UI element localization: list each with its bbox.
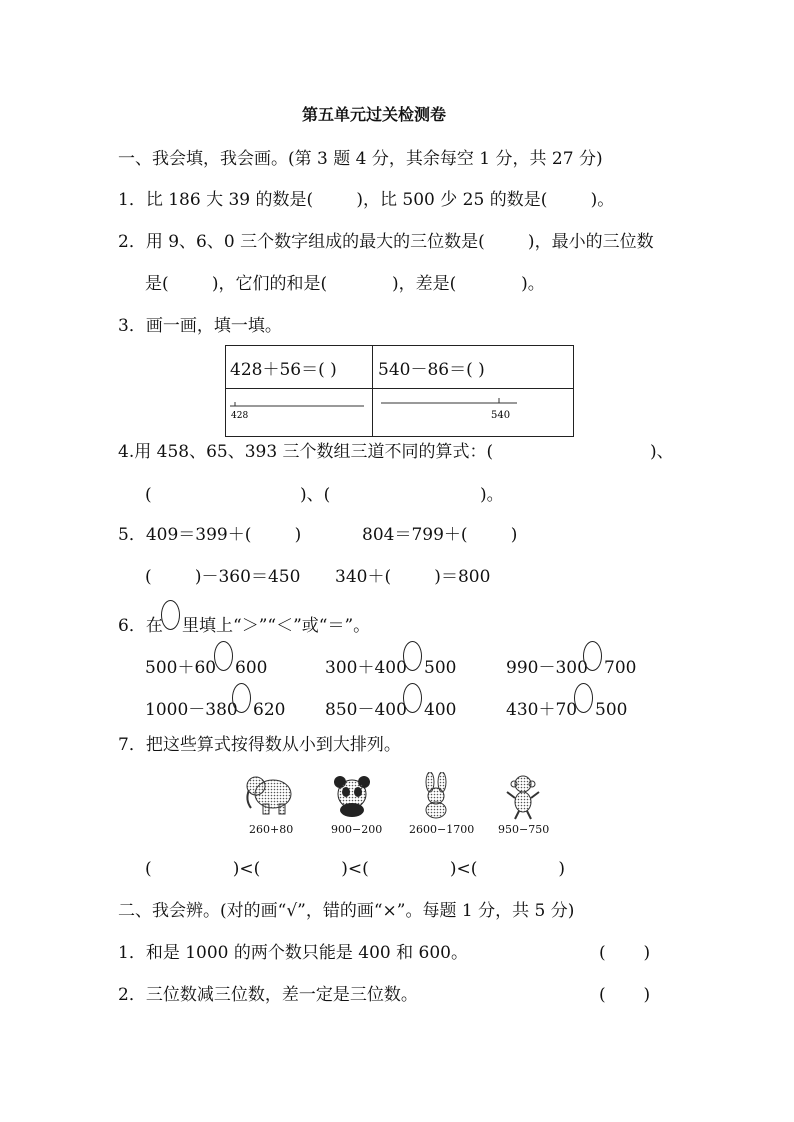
number-line-1 xyxy=(226,389,372,431)
compare-oval[interactable] xyxy=(403,641,422,671)
number-line-1-label: 428 xyxy=(231,411,249,421)
compare-item-right: 400 xyxy=(424,700,457,720)
judge-question-2: 2．三位数减三位数，差一定是三位数。 xyxy=(118,985,418,1005)
compare-oval[interactable] xyxy=(583,641,602,671)
compare-item-left: 1000－380 xyxy=(145,700,238,720)
compare-item-left: 850－400 xyxy=(325,700,407,720)
compare-oval[interactable] xyxy=(574,683,593,713)
question-4-line1-end: )、 xyxy=(650,442,674,462)
compare-oval-icon xyxy=(161,600,180,630)
section1-heading: 一、我会填，我会画。(第 3 题 4 分，其余每空 1 分，共 27 分) xyxy=(118,149,603,169)
question-4-line1: 4.用 458、65、393 三个数组三道不同的算式：( xyxy=(118,442,494,462)
compare-item-left: 430＋70 xyxy=(506,700,578,720)
number-line-cell-2 xyxy=(373,389,574,437)
picture-caption: 950−750 xyxy=(498,823,550,836)
question-2-line1: 2．用 9、6、0 三个数字组成的最大的三位数是( )，最小的三位数 xyxy=(118,232,654,252)
picture-caption: 260+80 xyxy=(249,823,294,836)
compare-oval[interactable] xyxy=(214,641,233,671)
question-5-c: ( )－360＝450 xyxy=(145,567,301,587)
monkey-icon xyxy=(505,774,541,820)
question-5-d: 340＋( )＝800 xyxy=(335,567,491,587)
compare-item-right: 700 xyxy=(604,658,637,678)
question-5-a: 5．409＝399＋( ) xyxy=(118,525,302,545)
question-2-line2: 是( )，它们的和是( )，差是( )。 xyxy=(145,274,545,294)
compare-item-right: 500 xyxy=(595,700,628,720)
compare-item-left: 300＋400 xyxy=(325,658,407,678)
question-6-prefix: 6．在 xyxy=(118,616,163,636)
question-1: 1．比 186 大 39 的数是( )，比 500 少 25 的数是( )。 xyxy=(118,190,615,210)
number-line-2 xyxy=(373,389,573,431)
compare-oval[interactable] xyxy=(403,683,422,713)
number-line-table xyxy=(225,345,574,437)
panda-icon xyxy=(330,772,378,818)
judge-answer-bracket[interactable]: ( ) xyxy=(599,985,651,1005)
question-6-instruction: 里填上“＞”“＜”或“＝”。 xyxy=(182,616,371,636)
number-line-cell-1 xyxy=(226,389,373,437)
judge-question-1: 1．和是 1000 的两个数只能是 400 和 600。 xyxy=(118,943,468,963)
judge-answer-bracket[interactable]: ( ) xyxy=(599,943,651,963)
compare-item-left: 990－300 xyxy=(506,658,588,678)
picture-caption: 900−200 xyxy=(331,823,383,836)
compare-item-right: 620 xyxy=(253,700,286,720)
question-4-line2-open: ( xyxy=(145,485,152,505)
picture-caption: 2600−1700 xyxy=(409,823,475,836)
compare-item-right: 500 xyxy=(424,658,457,678)
section2-heading: 二、我会辨。(对的画“√”，错的画“×”。每题 1 分，共 5 分) xyxy=(118,901,575,921)
compare-item-right: 600 xyxy=(235,658,268,678)
table-cell-addition: 428＋56＝( ) xyxy=(226,346,373,389)
number-line-2-label: 540 xyxy=(491,410,511,421)
ordering-answer-line: ( )<( )<( )<( ) xyxy=(145,859,566,879)
table-cell-subtraction: 540－86＝( ) xyxy=(373,346,574,389)
question-4-line2-mid: )、( xyxy=(300,485,331,505)
elephant-icon xyxy=(243,770,295,818)
page-title: 第五单元过关检测卷 xyxy=(302,105,447,124)
compare-oval[interactable] xyxy=(232,683,251,713)
rabbit-icon xyxy=(418,772,454,820)
question-5-b: 804＝799＋( ) xyxy=(362,525,518,545)
question-3: 3．画一画，填一填。 xyxy=(118,316,282,336)
compare-item-left: 500＋60 xyxy=(145,658,217,678)
question-7: 7．把这些算式按得数从小到大排列。 xyxy=(118,735,401,755)
question-4-line2-end: )。 xyxy=(480,485,504,505)
